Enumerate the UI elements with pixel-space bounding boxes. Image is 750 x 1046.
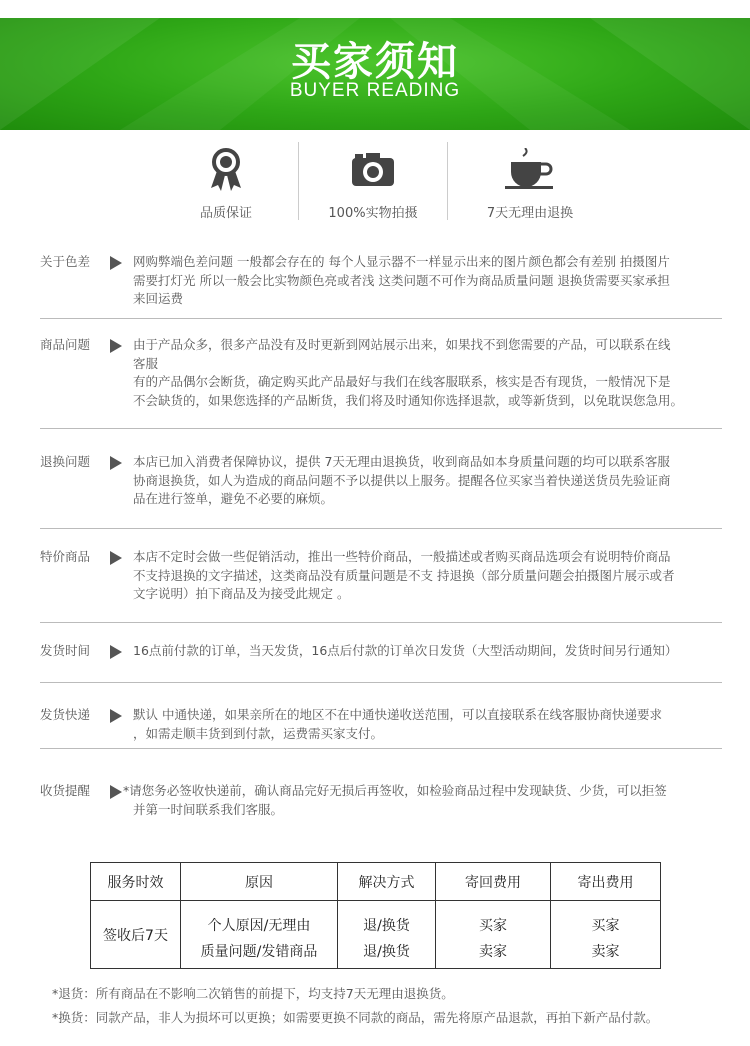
section-line: 品在进行签单，避免不必要的麻烦。 bbox=[133, 491, 334, 506]
divider bbox=[447, 142, 448, 220]
section-receipt-reminder bbox=[40, 782, 730, 819]
table-cell: 签收后7天 bbox=[91, 901, 181, 969]
section-label: 收货提醒 bbox=[40, 783, 91, 798]
divider bbox=[40, 622, 722, 623]
section-line: 不会缺货的，如果您选择的产品断货，我们将及时通知你选择退款，或等新货到，以免耽误您急用。 bbox=[133, 392, 684, 408]
section-label: 退换问题 bbox=[40, 454, 91, 469]
feature-label: 7天无理由退换 bbox=[486, 206, 574, 221]
section-line: *请您务必签收快递前，确认商品完好无损后再签收，如检验商品过程中发现缺货、少货，可以拒签 bbox=[123, 783, 667, 798]
section-line: 并第一时间联系我们客服。 bbox=[133, 801, 284, 817]
arrow-right-icon bbox=[110, 456, 122, 470]
arrow-right-icon bbox=[110, 551, 122, 565]
divider bbox=[40, 318, 722, 319]
section-line: 文字说明）拍下商品及为接受此规定 。 bbox=[133, 586, 350, 601]
table-header: 寄回费用 bbox=[436, 863, 551, 901]
page-title: 买家须知 bbox=[291, 39, 459, 85]
feature-photo bbox=[298, 148, 448, 221]
section-line: 本店已加入消费者保障协议，提供 7天无理由退换货，收到商品如本身质量问题的均可以联系客服 bbox=[133, 454, 670, 469]
section-line: 网购弊端色差问题 一般都会存在的 每个人显示器不一样显示出来的图片颜色都会有差别 拍摄图片 bbox=[133, 254, 670, 269]
divider bbox=[40, 528, 722, 529]
arrow-right-icon bbox=[110, 785, 122, 799]
arrow-right-icon bbox=[110, 256, 122, 270]
coffee-cup-icon bbox=[503, 148, 557, 192]
table-cell: 退/换货 bbox=[338, 901, 436, 935]
section-line: 由于产品众多，很多产品没有及时更新到网站展示出来，如果找不到您需要的产品，可以联系在线 bbox=[133, 337, 671, 352]
section-line: 不支持退换的文字描述，这类商品没有质量问题是不支 持退换（部分质量问题会拍摄图片展示或者 bbox=[133, 567, 675, 583]
section-label: 特价商品 bbox=[40, 549, 91, 564]
section-courier bbox=[40, 706, 730, 743]
section-special-offer bbox=[40, 548, 730, 604]
header-banner bbox=[0, 18, 750, 130]
award-ribbon-icon bbox=[209, 148, 243, 192]
table-header: 服务时效 bbox=[91, 863, 181, 901]
section-label: 关于色差 bbox=[40, 254, 91, 269]
table-header: 寄出费用 bbox=[551, 863, 661, 901]
note-return: *退货：所有商品在不影响二次销售的前提下，均支持7天无理由退换货。 bbox=[52, 986, 454, 1001]
feature-label: 品质保证 bbox=[199, 206, 252, 221]
divider bbox=[40, 748, 722, 749]
table-header: 解决方式 bbox=[338, 863, 436, 901]
table-header: 原因 bbox=[181, 863, 338, 901]
table-cell: 买家 bbox=[436, 901, 551, 935]
section-label: 发货时间 bbox=[40, 643, 91, 658]
section-line: 有的产品偶尔会断货，确定购买此产品最好与我们在线客服联系，核实是否有现货，一般情况下是 bbox=[133, 374, 671, 389]
camera-icon bbox=[350, 148, 396, 192]
table-cell: 个人原因/无理由 bbox=[181, 901, 338, 935]
table-cell: 买家 bbox=[551, 901, 661, 935]
section-line: 协商退换货，如人为造成的商品问题不予以提供以上服务。提醒各位买家当着快递送货员先验证商 bbox=[133, 472, 671, 488]
note-exchange: *换货：同款产品，非人为损坏可以更换；如需要更换不同款的商品，需先将原产品退款，再拍下新产品付款。 bbox=[52, 1010, 659, 1025]
section-return-issue bbox=[40, 453, 730, 509]
divider bbox=[40, 428, 722, 429]
table-cell: 退/换货 bbox=[338, 935, 436, 969]
section-color-difference bbox=[40, 253, 730, 309]
arrow-right-icon bbox=[110, 645, 122, 659]
section-label: 发货快递 bbox=[40, 707, 91, 722]
arrow-right-icon bbox=[110, 339, 122, 353]
section-line: 需要打灯光 所以一般会比实物颜色亮或者浅 这类问题不可作为商品质量问题 退换货需要买家承担 bbox=[133, 272, 670, 288]
section-label: 商品问题 bbox=[40, 337, 91, 352]
table-row bbox=[91, 901, 661, 935]
section-line: 默认 中通快递，如果亲所在的地区不在中通快递收送范围，可以直接联系在线客服协商快递要求 bbox=[133, 707, 662, 722]
table-cell: 卖家 bbox=[551, 935, 661, 969]
section-line: ，如需走顺丰货到到付款，运费需买家支付。 bbox=[133, 725, 384, 741]
service-table bbox=[90, 862, 661, 969]
section-line: 16点前付款的订单，当天发货，16点后付款的订单次日发货（大型活动期间，发货时间另行通知） bbox=[133, 643, 678, 658]
page-subtitle: BUYER READING bbox=[289, 80, 461, 101]
arrow-right-icon bbox=[110, 709, 122, 723]
section-shipping-time bbox=[40, 642, 730, 661]
section-line: 客服 bbox=[133, 355, 159, 371]
section-line: 本店不定时会做一些促销活动，推出一些特价商品，一般描述或者购买商品选项会有说明特价商品 bbox=[133, 549, 671, 564]
feature-quality bbox=[151, 148, 301, 221]
feature-return bbox=[455, 148, 605, 221]
section-line: 来回运费 bbox=[133, 291, 184, 306]
table-cell: 卖家 bbox=[436, 935, 551, 969]
feature-label: 100%实物拍摄 bbox=[328, 206, 418, 221]
divider bbox=[40, 682, 722, 683]
table-header-row bbox=[91, 863, 661, 901]
section-product-issue bbox=[40, 336, 730, 410]
table-cell: 质量问题/发错商品 bbox=[181, 935, 338, 969]
